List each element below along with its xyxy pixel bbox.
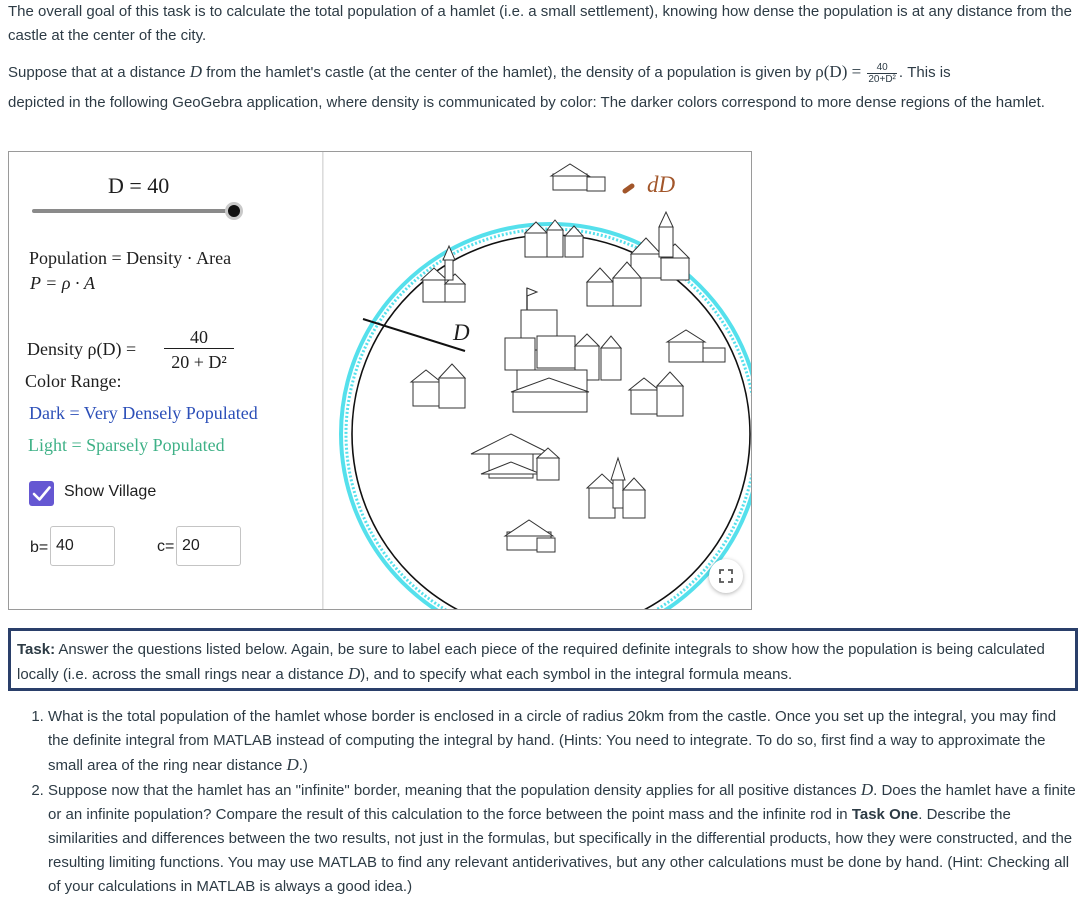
task-label: Task: [17,641,56,658]
dD-label: dD [647,172,676,197]
intro-text-c: . This is [898,64,951,81]
house-icon [587,458,645,518]
task-var-D: D [347,664,361,683]
question-list [8,705,1080,899]
panel-divider[interactable] [322,152,324,609]
q2-text-c: . Describe the similarities and differences between the two results, not just in the formulas, but specifically in the differential products, how they were constructed, and the resulting limiting functions. You may use MATLAB to find any relevant antiderivatives, but any other calculations must be done by hand. (Hint: Checking all of your calculations in MATLAB is always a good idea.) [48,806,1073,895]
hamlet-graph [325,152,751,609]
color-range-label: Color Range: [25,371,122,391]
density-numerator: 40 [164,326,234,349]
b-input-label: b= [30,539,49,556]
intro-paragraph-1: The overall goal of this task is to calculate the total population of a hamlet (i.e. a small settlement), knowing how dense the population is at any distance from the castle at the center of the city. [8,3,1072,44]
house-icon [629,372,683,416]
show-village-checkbox[interactable] [29,481,54,506]
house-icon [587,238,689,306]
q2-var-D: D [860,780,874,799]
slider-label: D = 40 [108,173,170,198]
algebra-panel [9,152,322,609]
q2-text-a: Suppose now that the hamlet has an "infinite" border, meaning that the population density applies for all positive distances [48,782,861,799]
slider-knob[interactable] [225,202,243,220]
intro-paragraph-3: depicted in the following GeoGebra application, where density is communicated by color: The darker colors correspond to more dense regions of the hamlet. [8,94,1045,111]
task-text-b: ), and to specify what each symbol in the integral formula means. [360,666,793,683]
radius-label: D [453,320,470,345]
q2-text-b: . Does the hamlet have a finite or an infinite population? Compare the result of this calculation to the force between the point mass and the infinite rod in [48,782,1076,823]
q1-text-b: .) [298,757,308,774]
hamlet-border-circle [352,235,750,609]
density-formula-lhs: ρ(D) = [815,62,862,81]
slider-track[interactable] [32,209,234,213]
density-denominator: 20 + D² [171,352,227,372]
village-buildings [411,164,725,552]
c-input[interactable]: 20 [176,526,241,566]
density-fraction [867,62,897,85]
q1-text-a: What is the total population of the hamlet whose border is enclosed in a circle of radius 20km from the castle. Once you set up the integral, you may find the definite integral from MATLAB instead of computing the integral by hand. (Hints: You need to integrate. To do so, first find a way to approximate the small area of the ring near distance [48,708,1057,774]
pagoda-icon [471,434,559,480]
q1-var-D: D [286,755,299,774]
light-legend: Light = Sparsely Populated [28,435,225,455]
fraction-numerator: 40 [867,62,897,74]
var-D: D [189,62,203,81]
c-input-label: c= [157,538,175,555]
population-formula-line2: P = ρ · A [30,273,95,293]
question-1 [48,705,1080,778]
fraction-denominator: 20+D² [868,73,896,85]
b-input[interactable]: 40 [50,526,115,566]
show-village-label: Show Village [64,483,157,500]
intro-paragraph-2 [8,60,1080,85]
house-icon [505,520,555,552]
dD-arc [625,186,632,191]
fullscreen-icon [709,559,743,593]
population-formula-line1: Population = Density · Area [29,248,232,268]
tower-icon [659,212,673,257]
geogebra-applet [8,151,752,610]
q2-bold-task-one: Task One [851,806,919,823]
intro-text-b: from the hamlet's castle (at the center of the hamlet), the density of a population is given by [202,64,816,81]
density-formula-lhs: Density ρ(D) = [27,339,137,359]
house-icon [551,164,605,191]
question-2 [48,778,1080,899]
checkmark-icon [29,481,54,506]
task-box [8,628,1078,691]
graphics-view [325,152,751,609]
house-icon [667,330,725,362]
castle-icon [505,288,621,412]
task-text-a: Answer the questions listed below. Again, be sure to label each piece of the required definite integrals to show how the population is being calculated locally (i.e. across the small rings near a distance [17,641,1045,683]
dark-legend: Dark = Very Densely Populated [29,403,258,423]
house-icon [411,364,465,408]
fullscreen-button[interactable] [709,559,743,593]
intro-text-a: Suppose that at a distance [8,64,190,81]
